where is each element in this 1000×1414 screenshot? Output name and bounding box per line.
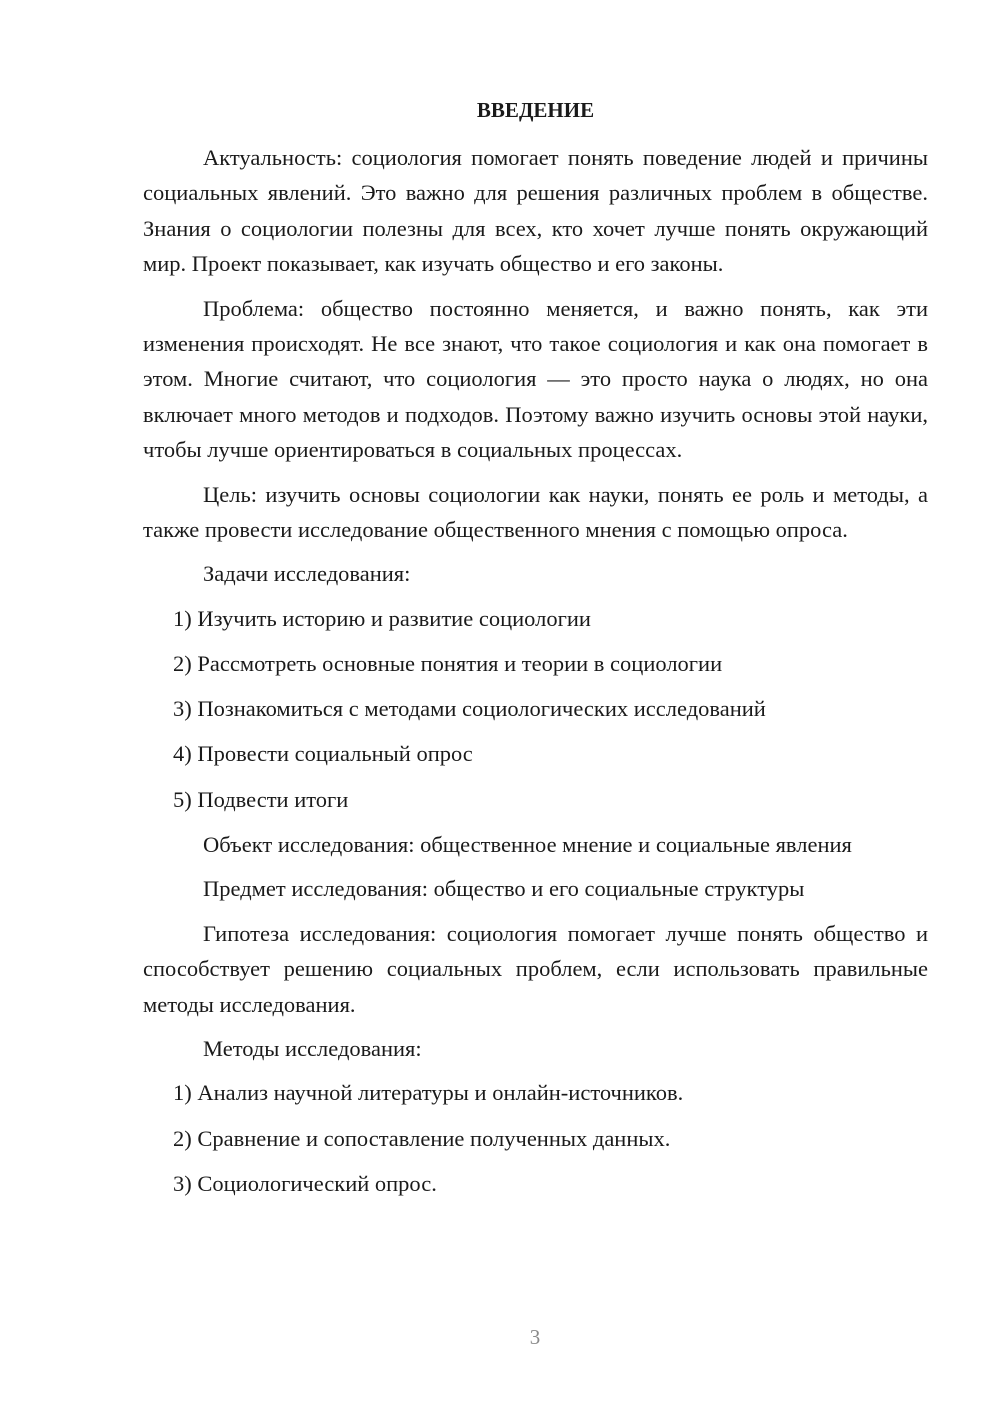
methods-heading: Методы исследования:: [203, 1035, 422, 1061]
goal-paragraph: Цель: изучить основы социологии как науки, понять ее роль и методы, а также провести исследование общественного мнения с помощью опроса.: [143, 481, 928, 543]
methods-list: [143, 1075, 928, 1201]
hypothesis-paragraph: Гипотеза исследования: социология помогает лучше понять общество и способствует решению социальных проблем, если использовать правильные методы исследования.: [143, 920, 928, 1017]
list-item: 3) Социологический опрос.: [173, 1170, 437, 1196]
list-item: 3) Познакомиться с методами социологических исследований: [173, 696, 766, 722]
list-item: 1) Анализ научной литературы и онлайн-источников.: [173, 1080, 684, 1106]
list-item: 4) Провести социальный опрос: [173, 741, 473, 767]
list-item: 5) Подвести итоги: [173, 786, 349, 812]
list-item: 2) Рассмотреть основные понятия и теории в социологии: [173, 651, 723, 677]
tasks-heading: Задачи исследования:: [203, 561, 411, 587]
page-title: ВВЕДЕНИЕ: [476, 98, 595, 122]
list-item: 2) Сравнение и сопоставление полученных данных.: [173, 1125, 671, 1151]
document-page: [143, 92, 928, 1211]
page-number: 3: [529, 1325, 541, 1349]
problem-paragraph: Проблема: общество постоянно меняется, и важно понять, как эти изменения происходят. Не все знают, что такое социология и как она помогает в этом. Многие считают, что социология — это просто наука о людях, но она включает много методов и подходов. Поэтому важно изучить основы этой науки, чтобы лучше ориентироваться в социальных процессах.: [143, 295, 928, 463]
tasks-list: [143, 601, 928, 817]
list-item: 1) Изучить историю и развитие социологии: [173, 605, 591, 631]
object-paragraph: Объект исследования: общественное мнение и социальные явления: [203, 831, 852, 857]
subject-paragraph: Предмет исследования: общество и его социальные структуры: [203, 876, 805, 902]
relevance-paragraph: Актуальность: социология помогает понять поведение людей и причины социальных явлений. Это важно для решения различных проблем в обществе. Знания о социологии полезны для всех, кто хочет лучше понять окружающий мир. Проект показывает, как изучать общество и его законы.: [143, 145, 928, 277]
